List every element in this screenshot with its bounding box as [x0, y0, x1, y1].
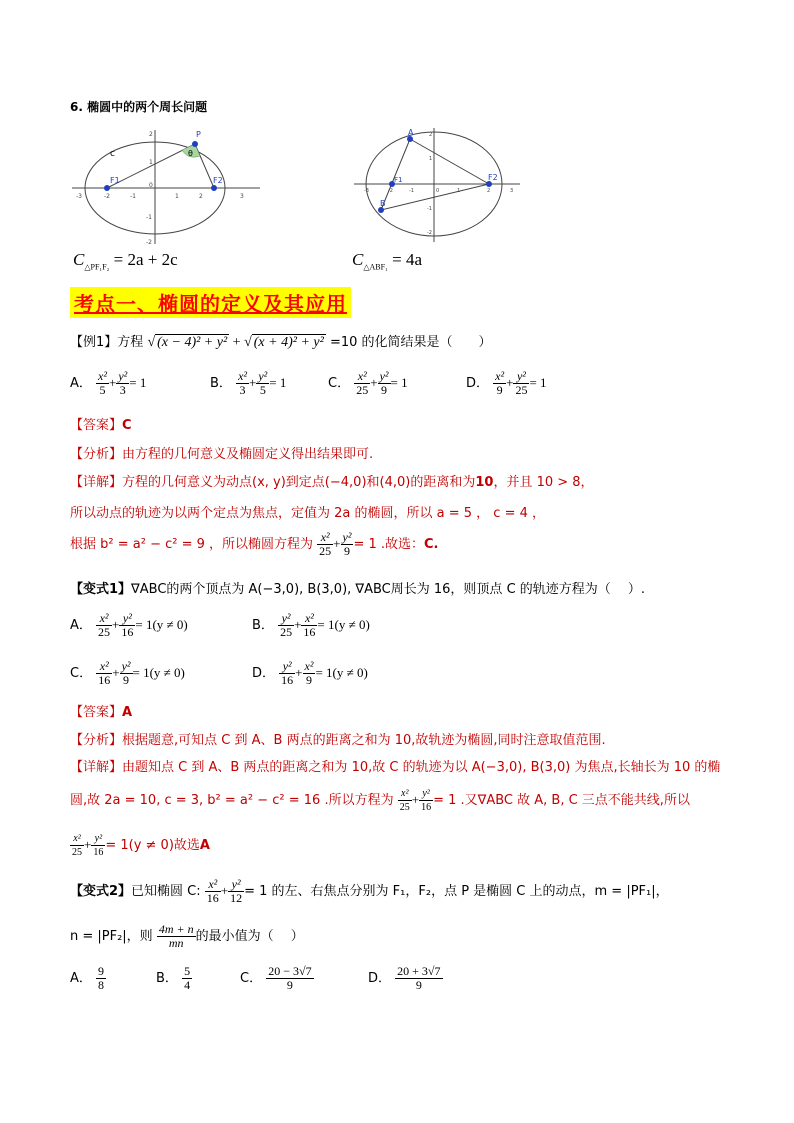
variation-1-detail-line2: 圆,故 2a = 10, c = 3, b² = a² − c² = 16 .所以方程为 $\frac{\text{x²}}{25}$ + $\frac{\text{y²}}{16}$ = 1 .又∇ABC 故 A, B, C 三点不能共线,所以 [70, 788, 690, 813]
point-f1 [104, 185, 110, 191]
example-1-detail-line1: 【详解】方程的几何意义为动点(x, y)到定点(−4,0)和(4,0)的距离和为10，并且 10 > 8， [70, 475, 594, 490]
x-tick: 3 [510, 188, 514, 194]
variation-2-option-d[interactable]: D． $\frac{20 + 3√7}{9}$ [368, 964, 441, 992]
y-tick: -1 [427, 206, 432, 212]
variation-1-option-b[interactable]: B． $\frac{\text{y²}}{25}$ + $\frac{\text{x²}}{16}$ = 1(y ≠ 0) [252, 611, 370, 639]
point-f2 [211, 185, 217, 191]
variation-1-detail-line3: $\frac{\text{x²}}{25}$ + $\frac{\text{y²}}{16}$ = 1(y ≠ 0)故选A [72, 833, 210, 858]
example-1-option-a[interactable]: A． $\frac{\text{x²}}{5}$ + $\frac{\text{y²}}{3}$ = 1 [70, 369, 147, 397]
x-tick: -2 [104, 193, 110, 200]
variation-2-stem-line2: n = |PF₂|，则 $\frac{4m + n}{mn}$ 的最小值为（ ） [70, 922, 304, 950]
label-f1: F1 [394, 176, 403, 184]
variation-1-option-c[interactable]: C． $\frac{\text{x²}}{16}$ + $\frac{\text{y²}}{9}$ = 1(y ≠ 0) [70, 659, 185, 687]
x-tick: -2 [388, 188, 393, 194]
y-tick: -1 [146, 214, 152, 221]
label-c: c [110, 149, 115, 159]
label-theta: θ [188, 149, 193, 158]
section-heading: 考点一、椭圆的定义及其应用 [70, 287, 351, 318]
y-tick: 2 [429, 132, 433, 138]
variation-1-option-a[interactable]: A． $\frac{\text{x²}}{25}$ + $\frac{\text{y²}}{16}$ = 1(y ≠ 0) [70, 611, 188, 639]
y-tick: -2 [427, 230, 432, 236]
y-tick: -2 [146, 239, 152, 246]
x-tick: 2 [199, 193, 203, 200]
label-f1: F1 [110, 176, 120, 185]
example-1-detail-line3: 根据 b² = a² − c² = 9 ，所以椭圆方程为 $\frac{\text{x²}}{25}$ + $\frac{\text{y²}}{9}$ = 1 .故选：C. [70, 530, 439, 558]
label-f2: F2 [488, 173, 498, 182]
y-tick: 1 [149, 159, 153, 166]
segment-af2 [410, 139, 489, 184]
example-1-detail-line2: 所以动点的轨迹为以两个定点为焦点，定值为 2a 的椭圆，所以 a = 5 ， c = 4 ， [70, 506, 546, 521]
example-1-stem: 【例1】方程 √ (x − 4)² + y² + √ (x + 4)² + y² =10 的化简结果是（ ） [70, 335, 492, 350]
figure-ellipse-pf1f2 [70, 128, 270, 248]
variation-1-answer: 【答案】A [70, 705, 133, 720]
example-1-option-c[interactable]: C． $\frac{\text{x²}}{25}$ + $\frac{\text{y²}}{9}$ = 1 [328, 369, 408, 397]
point-p [192, 141, 198, 147]
y-tick: 2 [149, 131, 153, 138]
x-tick: 1 [175, 193, 179, 200]
variation-2-option-a[interactable]: A． $\frac{9}{8}$ [70, 964, 105, 992]
variation-2-stem-line1: 【变式2】已知椭圆 C: $\frac{\text{x²}}{16}$ + $\frac{\text{y²}}{12}$ = 1 的左、右焦点分别为 F₁，F₂，点 P 是椭圆 C 上的动点，m = |PF₁|， [70, 877, 669, 905]
x-tick: -3 [76, 193, 82, 200]
x-tick: 2 [487, 188, 491, 194]
x-tick: -3 [364, 188, 369, 194]
figure-ellipse-abf1 [352, 126, 522, 246]
segment-bf2 [381, 184, 489, 210]
y-tick: 0 [149, 182, 153, 189]
label-f2: F2 [213, 176, 223, 185]
x-tick: 0 [436, 188, 440, 194]
variation-1-analysis: 【分析】根据题意,可知点 C 到 A、B 两点的距离之和为 10,故轨迹为椭圆,同时注意取值范围. [70, 733, 606, 748]
x-tick: -1 [409, 188, 414, 194]
label-a: A [408, 128, 414, 137]
example-1-analysis: 【分析】由方程的几何意义及椭圆定义得出结果即可. [70, 447, 374, 462]
variation-2-option-b[interactable]: B． $\frac{5}{4}$ [156, 964, 191, 992]
label-p: P [196, 130, 201, 139]
x-tick: 1 [457, 188, 461, 194]
variation-1-stem: 【变式1】∇ABC的两个顶点为 A(−3,0), B(3,0), ∇ABC周长为 16，则顶点 C 的轨迹方程为（ ）. [70, 582, 646, 597]
y-tick: 1 [429, 156, 433, 162]
x-tick: -1 [130, 193, 136, 200]
variation-2-option-c[interactable]: C． $\frac{20 - 3√7}{9}$ [240, 964, 312, 992]
example-1-answer: 【答案】C [70, 418, 132, 433]
example-1-option-b[interactable]: B． $\frac{\text{x²}}{3}$ + $\frac{\text{y²}}{5}$ = 1 [210, 369, 287, 397]
label-b: B [380, 199, 386, 208]
variation-1-option-d[interactable]: D． $\frac{\text{y²}}{16}$ + $\frac{\text{x²}}{9}$ = 1(y ≠ 0) [252, 659, 368, 687]
section-title: 6. 椭圆中的两个周长问题 [70, 100, 208, 114]
formula-perimeter-1: $C_{\triangle PF_1F_2} = 2a + 2c$ [73, 250, 178, 272]
example-1-option-d[interactable]: D． $\frac{\text{x²}}{9}$ + $\frac{\text{y²}}{25}$ = 1 [466, 369, 547, 397]
x-tick: 3 [240, 193, 244, 200]
variation-1-detail-line1: 【详解】由题知点 C 到 A、B 两点的距离之和为 10,故 C 的轨迹为以 A(−3,0), B(3,0) 为焦点,长轴长为 10 的椭 [70, 760, 721, 775]
formula-perimeter-2: $C_{\triangle ABF_1} = 4a$ [352, 250, 422, 272]
